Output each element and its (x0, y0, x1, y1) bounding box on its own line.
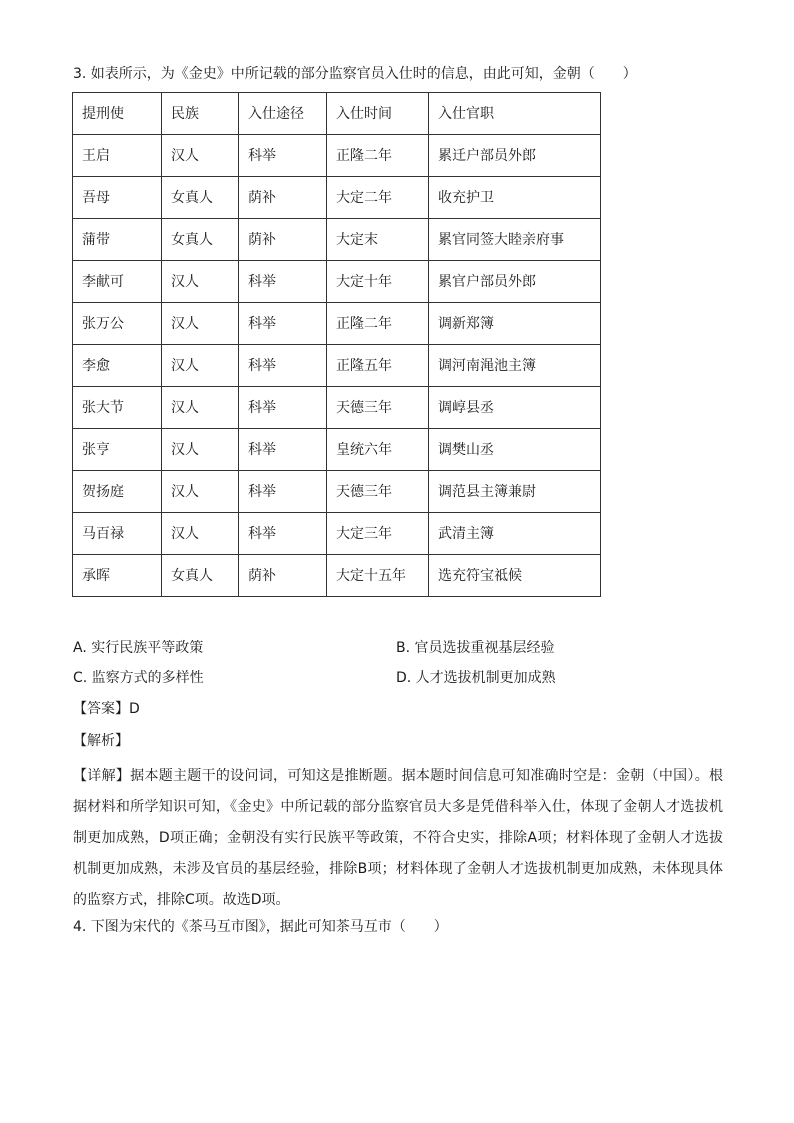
table-cell: 科举 (239, 261, 327, 303)
table-row (73, 471, 601, 513)
table-cell: 大定末 (327, 219, 429, 261)
table-cell: 吾母 (73, 177, 162, 219)
table-cell: 大定三年 (327, 513, 429, 555)
table-cell: 调河南渑池主簿 (429, 345, 601, 387)
table-cell: 大定二年 (327, 177, 429, 219)
table-cell: 科举 (239, 471, 327, 513)
table-cell: 女真人 (162, 219, 239, 261)
table-cell: 调樊山丞 (429, 429, 601, 471)
table-cell: 汉人 (162, 471, 239, 513)
table-cell: 累迁户部员外郎 (429, 135, 601, 177)
table-cell: 天德三年 (327, 471, 429, 513)
table-cell: 皇统六年 (327, 429, 429, 471)
table-cell: 汉人 (162, 261, 239, 303)
table-row (73, 303, 601, 345)
table-cell: 调崞县丞 (429, 387, 601, 429)
table-cell: 张大节 (73, 387, 162, 429)
table-cell: 大定十年 (327, 261, 429, 303)
table-cell: 女真人 (162, 177, 239, 219)
table-cell: 王启 (73, 135, 162, 177)
table-cell: 汉人 (162, 345, 239, 387)
table-cell: 正隆二年 (327, 135, 429, 177)
table-cell: 李献可 (73, 261, 162, 303)
table-cell: 张亨 (73, 429, 162, 471)
table-cell: 科举 (239, 345, 327, 387)
table-cell: 马百禄 (73, 513, 162, 555)
answer-line (73, 699, 140, 719)
question-3-stem: 3. 如表所示，为《金史》中所记载的部分监察官员入仕时的信息，由此可知，金朝（ ） (73, 66, 637, 82)
table-cell: 承晖 (73, 555, 162, 597)
option-b[interactable]: B. 官员选拔重视基层经验 (396, 640, 555, 656)
table-cell: 荫补 (239, 555, 327, 597)
table-cell: 荫补 (239, 177, 327, 219)
table-cell: 正隆五年 (327, 345, 429, 387)
table-row (73, 513, 601, 555)
table-cell: 大定十五年 (327, 555, 429, 597)
option-d[interactable]: D. 人才选拔机制更加成熟 (396, 670, 556, 686)
table-row (73, 177, 601, 219)
table-row (73, 555, 601, 597)
table-cell: 正隆二年 (327, 303, 429, 345)
table-cell: 武清主簿 (429, 513, 601, 555)
table-cell: 科举 (239, 429, 327, 471)
table-cell: 荫补 (239, 219, 327, 261)
table-cell: 选充符宝祗候 (429, 555, 601, 597)
table-header-cell: 入仕官职 (429, 93, 601, 135)
table-cell: 累官同签大睦亲府事 (429, 219, 601, 261)
table-row (73, 135, 601, 177)
detail-text: 据本题主题干的设问词，可知这是推断题。据本题时间信息可知准确时空是：金朝（中国）。根据材料和所学知识可知，《金史》中所记载的部分监察官员大多是凭借科举入仕，体现了金朝人才选拔机制更加成熟，D项正确；金朝没有实行民族平等政策，不符合史实，排除A项；材料体现了金朝人才选拔机制更加成熟，未涉及官员的基层经验，排除B项；材料体现了金朝人才选拔机制更加成熟，未体现具体的监察方式，排除C项。故选D项。 (73, 768, 723, 908)
table-row (73, 345, 601, 387)
table-cell: 汉人 (162, 303, 239, 345)
option-a[interactable]: A. 实行民族平等政策 (73, 640, 204, 656)
table-header-cell: 入仕时间 (327, 93, 429, 135)
table-header-row (73, 93, 601, 135)
answer-value: D (129, 701, 140, 717)
table-cell: 调新郑簿 (429, 303, 601, 345)
table-cell: 贺扬庭 (73, 471, 162, 513)
answer-label: 【答案】 (73, 701, 129, 717)
table-cell: 科举 (239, 303, 327, 345)
table-row (73, 429, 601, 471)
detail-label: 【详解】 (73, 768, 131, 784)
table-cell: 张万公 (73, 303, 162, 345)
table-cell: 科举 (239, 135, 327, 177)
table-cell: 汉人 (162, 513, 239, 555)
table-header-cell: 提刑使 (73, 93, 162, 135)
table-cell: 汉人 (162, 387, 239, 429)
table-cell: 收充护卫 (429, 177, 601, 219)
detail-paragraph (73, 761, 723, 916)
table-row (73, 261, 601, 303)
officials-table (72, 92, 601, 597)
table-cell: 蒲带 (73, 219, 162, 261)
table-cell: 科举 (239, 513, 327, 555)
table-cell: 李愈 (73, 345, 162, 387)
table-header-cell: 民族 (162, 93, 239, 135)
table-cell: 女真人 (162, 555, 239, 597)
table-header-cell: 入仕途径 (239, 93, 327, 135)
option-c[interactable]: C. 监察方式的多样性 (73, 670, 204, 686)
table-row (73, 387, 601, 429)
table-cell: 科举 (239, 387, 327, 429)
table-cell: 汉人 (162, 135, 239, 177)
analysis-label: 【解析】 (73, 733, 129, 749)
question-4-stem: 4. 下图为宋代的《茶马互市图》，据此可知茶马互市（ ） (73, 919, 448, 935)
table-cell: 调范县主簿兼尉 (429, 471, 601, 513)
table-row (73, 219, 601, 261)
table-cell: 天德三年 (327, 387, 429, 429)
table-cell: 累官户部员外郎 (429, 261, 601, 303)
table-cell: 汉人 (162, 429, 239, 471)
